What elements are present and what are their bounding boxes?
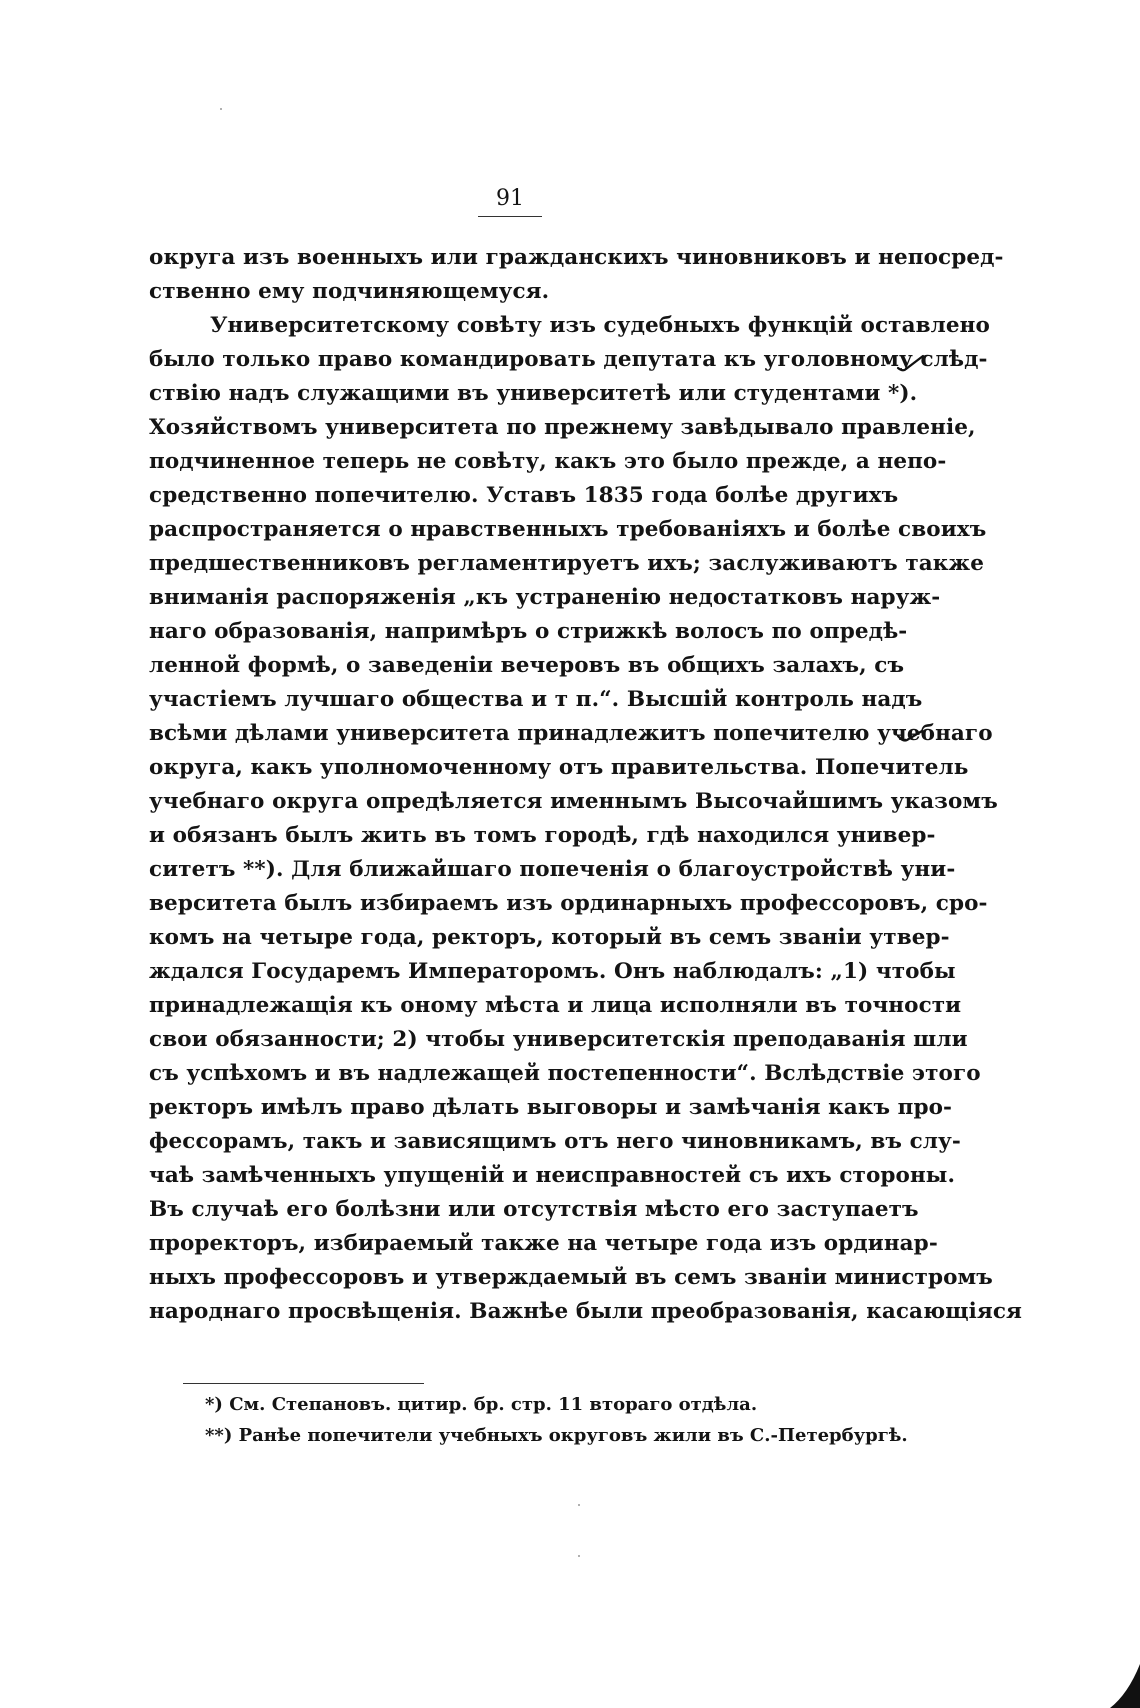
text-line: проректоръ, избираемый также на четыре года изъ ординар- [149, 1231, 938, 1256]
margin-check-mark [895, 724, 929, 748]
text-line: наго образованія, напримѣръ о стрижкѣ волосъ по опредѣ- [149, 619, 908, 644]
text-line: было только право командировать депутата къ уголовному слѣд- [149, 347, 988, 372]
footnote: **) Ранѣе попечители учебныхъ округовъ жили въ С.-Петербургѣ. [205, 1425, 908, 1446]
footnote-rule [183, 1383, 424, 1384]
text-line: вниманія распоряженія „къ устраненію недостатковъ наруж- [149, 585, 941, 610]
text-line: участіемъ лучшаго общества и т п.“. Высшій контроль надъ [149, 687, 923, 712]
text-line: принадлежащія къ оному мѣста и лица исполняли въ точности [149, 993, 962, 1018]
text-line: округа изъ военныхъ или гражданскихъ чиновниковъ и непосред- [149, 245, 1004, 270]
text-line: подчиненное теперь не совѣту, какъ это было прежде, а непо- [149, 449, 947, 474]
text-line: ственно ему подчиняющемуся. [149, 279, 550, 304]
text-line: Университетскому совѣту изъ судебныхъ функцій оставлено [210, 313, 990, 338]
scan-speck [578, 1504, 580, 1506]
page-number-rule [478, 216, 542, 217]
text-line: ныхъ профессоровъ и утверждаемый въ семъ званіи министромъ [149, 1265, 993, 1290]
page-number: 91 [496, 186, 524, 211]
text-line: комъ на четыре года, ректоръ, который въ семъ званіи утвер- [149, 925, 950, 950]
page-curl [1110, 1664, 1140, 1708]
text-line: съ успѣхомъ и въ надлежащей постепенности“. Вслѣдствіе этого [149, 1061, 981, 1086]
text-line: чаѣ замѣченныхъ упущеній и неисправностей съ ихъ стороны. [149, 1163, 956, 1188]
text-line: Хозяйствомъ университета по прежнему завѣдывало правленіе, [149, 415, 976, 440]
text-line: верситета былъ избираемъ изъ ординарныхъ профессоровъ, сро- [149, 891, 988, 916]
text-line: распространяется о нравственныхъ требованіяхъ и болѣе своихъ [149, 517, 987, 542]
scan-speck [220, 108, 222, 110]
text-line: ректоръ имѣлъ право дѣлать выговоры и замѣчанія какъ про- [149, 1095, 953, 1120]
text-line: народнаго просвѣщенія. Важнѣе были преобразованія, касающіяся [149, 1299, 1023, 1324]
text-line: ствію надъ служащими въ университетѣ или студентами *). [149, 381, 918, 406]
text-line: округа, какъ уполномоченному отъ правительства. Попечитель [149, 755, 969, 780]
text-line: ленной формѣ, о заведеніи вечеровъ въ общихъ залахъ, съ [149, 653, 905, 678]
text-line: свои обязанности; 2) чтобы университетскія преподаванія шли [149, 1027, 968, 1052]
text-line: фессорамъ, такъ и зависящимъ отъ него чиновникамъ, въ слу- [149, 1129, 961, 1154]
text-line: предшественниковъ регламентируетъ ихъ; заслуживаютъ также [149, 551, 984, 576]
footnote: *) См. Степановъ. цитир. бр. стр. 11 втораго отдѣла. [205, 1394, 758, 1415]
scan-speck [578, 1555, 580, 1557]
text-line: ждался Государемъ Императоромъ. Онъ наблюдалъ: „1) чтобы [149, 959, 956, 984]
text-line: учебнаго округа опредѣляется именнымъ Высочайшимъ указомъ [149, 789, 998, 814]
text-line: Въ случаѣ его болѣзни или отсутствія мѣсто его заступаетъ [149, 1197, 919, 1222]
text-line: и обязанъ былъ жить въ томъ городѣ, гдѣ находился универ- [149, 823, 936, 848]
margin-check-mark [895, 352, 929, 376]
text-line: ситетъ **). Для ближайшаго попеченія о благоустройствѣ уни- [149, 857, 956, 882]
text-line: средственно попечителю. Уставъ 1835 года болѣе другихъ [149, 483, 899, 508]
text-line: всѣми дѣлами университета принадлежитъ попечителю учебнаго [149, 721, 993, 746]
